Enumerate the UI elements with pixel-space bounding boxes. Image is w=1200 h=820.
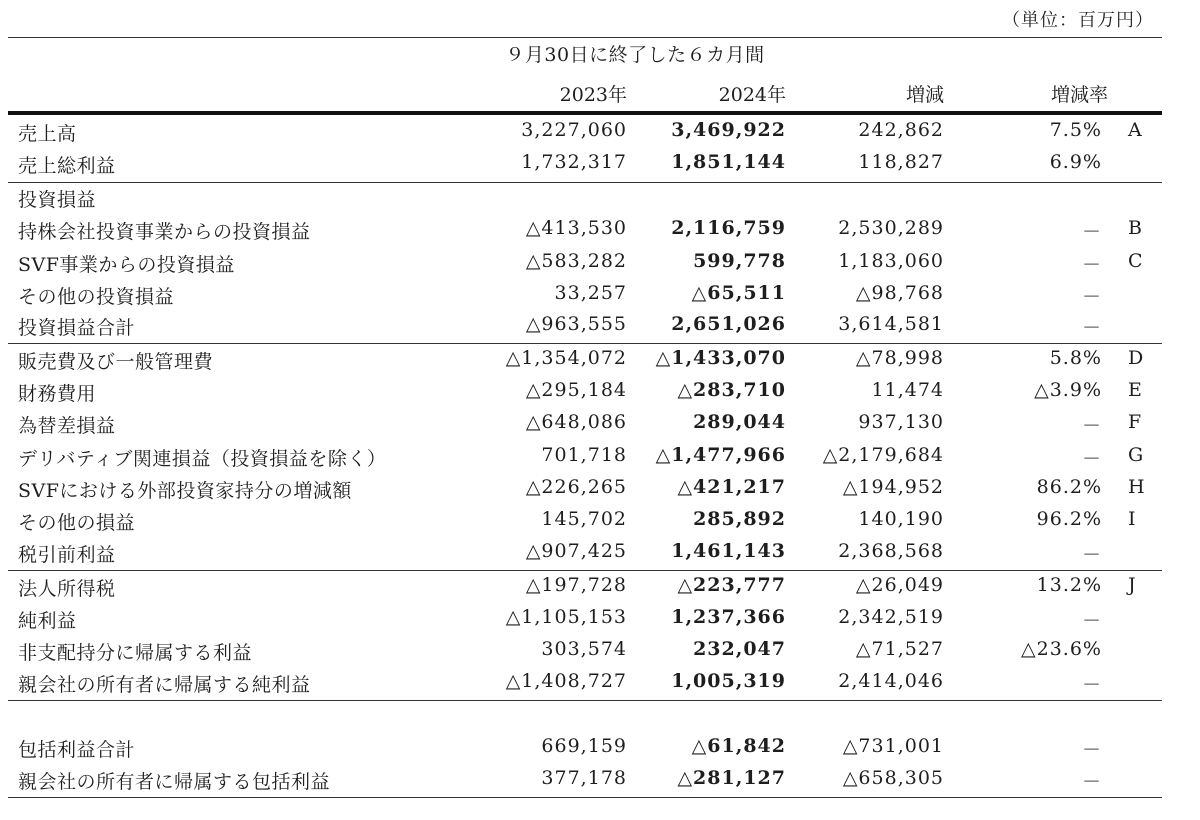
top-rule: [8, 37, 1162, 38]
value-2024: △1,477,966: [655, 444, 786, 466]
value-2024: 1,237,366: [671, 606, 786, 628]
value-2023: 377,178: [541, 767, 627, 789]
table-row: [0, 149, 1200, 181]
value-rate: －: [1081, 286, 1102, 308]
row-label: 投資損益: [18, 189, 97, 211]
section-rule: [8, 700, 1162, 701]
value-2024: 2,116,759: [671, 217, 786, 239]
value-rate: 5.8%: [1049, 347, 1102, 369]
value-2024: 1,005,319: [671, 670, 786, 692]
value-2023: △295,184: [525, 379, 627, 401]
value-2023: △907,425: [525, 540, 627, 562]
value-change: 2,368,568: [838, 540, 944, 562]
value-rate: －: [1081, 610, 1102, 632]
section-rule: [8, 343, 1162, 344]
value-2024: 599,778: [693, 250, 786, 272]
note-marker: H: [1128, 476, 1146, 498]
table-row: [0, 117, 1200, 149]
col-header-2024: 2024年: [718, 84, 786, 106]
value-change: △71,527: [855, 638, 944, 660]
value-change: △98,768: [855, 282, 944, 304]
value-2024: 1,461,143: [671, 540, 786, 562]
value-2023: △1,105,153: [505, 606, 627, 628]
table-row: [0, 538, 1200, 570]
value-2024: △61,842: [691, 735, 786, 757]
table-row: [0, 215, 1200, 247]
value-2024: △283,710: [677, 379, 786, 401]
value-change: 2,414,046: [838, 670, 944, 692]
value-change: 11,474: [871, 379, 944, 401]
value-2023: △226,265: [525, 476, 627, 498]
value-change: △658,305: [842, 767, 944, 789]
value-2024: △1,433,070: [655, 347, 786, 369]
row-label: 包括利益合計: [18, 739, 136, 761]
value-2023: 145,702: [541, 508, 627, 530]
value-rate: －: [1081, 544, 1102, 566]
value-rate: 7.5%: [1049, 119, 1102, 141]
table-row: [0, 572, 1200, 604]
value-change: △78,998: [855, 347, 944, 369]
period-header: ９月30日に終了した６カ月間: [505, 44, 765, 66]
note-marker: J: [1128, 574, 1137, 596]
value-change: 118,827: [858, 151, 944, 173]
bottom-rule: [8, 797, 1162, 798]
row-label: その他の投資損益: [18, 286, 175, 308]
value-change: 2,530,289: [838, 217, 944, 239]
value-rate: －: [1081, 771, 1102, 793]
value-rate: －: [1081, 674, 1102, 696]
value-2024: △281,127: [677, 767, 786, 789]
table-row: [0, 668, 1200, 700]
value-2024: 3,469,922: [671, 119, 786, 141]
value-change: 937,130: [858, 411, 944, 433]
table-row: [0, 442, 1200, 474]
value-2023: 3,227,060: [521, 119, 627, 141]
table-row: [0, 636, 1200, 668]
table-row: [0, 183, 1200, 215]
value-change: 140,190: [858, 508, 944, 530]
value-change: 1,183,060: [838, 250, 944, 272]
row-label: 法人所得税: [18, 578, 116, 600]
value-2023: 33,257: [554, 282, 627, 304]
value-rate: △23.6%: [1021, 638, 1102, 660]
value-change: 3,614,581: [838, 313, 944, 335]
value-rate: －: [1081, 317, 1102, 339]
section-rule: [8, 570, 1162, 571]
value-change: △26,049: [855, 574, 944, 596]
row-label: 投資損益合計: [18, 317, 136, 339]
row-label: 非支配持分に帰属する利益: [18, 642, 253, 664]
col-header-rate: 増減率: [1050, 84, 1108, 106]
table-row: [0, 474, 1200, 506]
table-row: [0, 248, 1200, 280]
row-label: 売上高: [18, 123, 77, 145]
value-2023: △413,530: [525, 217, 627, 239]
note-marker: A: [1128, 119, 1143, 141]
value-2023: △583,282: [525, 250, 627, 272]
row-label: 税引前利益: [18, 544, 116, 566]
note-marker: B: [1128, 217, 1143, 239]
value-rate: 13.2%: [1036, 574, 1102, 596]
row-label: その他の損益: [18, 512, 136, 534]
value-2024: 232,047: [693, 638, 786, 660]
value-rate: －: [1081, 448, 1102, 470]
value-rate: －: [1081, 221, 1102, 243]
value-2023: 1,732,317: [521, 151, 627, 173]
row-label: 純利益: [18, 610, 77, 632]
note-marker: G: [1128, 444, 1145, 466]
value-2023: △648,086: [525, 411, 627, 433]
value-2024: △223,777: [677, 574, 786, 596]
row-label: デリバティブ関連損益（投資損益を除く）: [18, 448, 387, 470]
table-row: [0, 311, 1200, 343]
value-2024: 2,651,026: [671, 313, 786, 335]
row-label: 親会社の所有者に帰属する包括利益: [18, 771, 331, 793]
col-header-2023: 2023年: [559, 84, 627, 106]
value-2024: △65,511: [691, 282, 786, 304]
row-label: SVFにおける外部投資家持分の増減額: [18, 480, 352, 502]
note-marker: E: [1128, 379, 1143, 401]
row-label: 売上総利益: [18, 155, 116, 177]
value-2023: △197,728: [525, 574, 627, 596]
row-label: 財務費用: [18, 383, 97, 405]
value-2023: △963,555: [525, 313, 627, 335]
value-change: △194,952: [842, 476, 944, 498]
table-row: [0, 345, 1200, 377]
row-label: 販売費及び一般管理費: [18, 351, 214, 373]
value-rate: △3.9%: [1034, 379, 1102, 401]
value-change: △2,179,684: [822, 444, 944, 466]
table-row: [0, 280, 1200, 312]
value-rate: －: [1081, 415, 1102, 437]
table-row: [0, 604, 1200, 636]
row-label: 親会社の所有者に帰属する純利益: [18, 674, 311, 696]
header-rule-thick: [8, 111, 1162, 115]
table-row: [0, 377, 1200, 409]
note-marker: D: [1128, 347, 1145, 369]
value-2023: △1,354,072: [505, 347, 627, 369]
value-2024: 289,044: [693, 411, 786, 433]
value-rate: 96.2%: [1036, 508, 1102, 530]
value-2023: △1,408,727: [505, 670, 627, 692]
note-marker: I: [1128, 508, 1137, 530]
table-row: [0, 765, 1200, 797]
table-row: [0, 409, 1200, 441]
note-marker: F: [1128, 411, 1143, 433]
value-2023: 303,574: [541, 638, 627, 660]
value-rate: 6.9%: [1049, 151, 1102, 173]
value-rate: 86.2%: [1036, 476, 1102, 498]
value-2023: 669,159: [541, 735, 627, 757]
value-rate: －: [1081, 739, 1102, 761]
value-2024: 1,851,144: [671, 151, 786, 173]
row-label: 為替差損益: [18, 415, 116, 437]
table-row: [0, 506, 1200, 538]
value-change: 242,862: [858, 119, 944, 141]
row-label: 持株会社投資事業からの投資損益: [18, 221, 311, 243]
table-row: [0, 733, 1200, 765]
value-2023: 701,718: [541, 444, 627, 466]
unit-label: （単位：百万円）: [1002, 10, 1154, 31]
col-header-change: 増減: [905, 84, 944, 106]
value-2024: 285,892: [693, 508, 786, 530]
value-rate: －: [1081, 254, 1102, 276]
value-change: △731,001: [842, 735, 944, 757]
value-2024: △421,217: [677, 476, 786, 498]
note-marker: C: [1128, 250, 1144, 272]
row-label: SVF事業からの投資損益: [18, 254, 235, 276]
value-change: 2,342,519: [838, 606, 944, 628]
